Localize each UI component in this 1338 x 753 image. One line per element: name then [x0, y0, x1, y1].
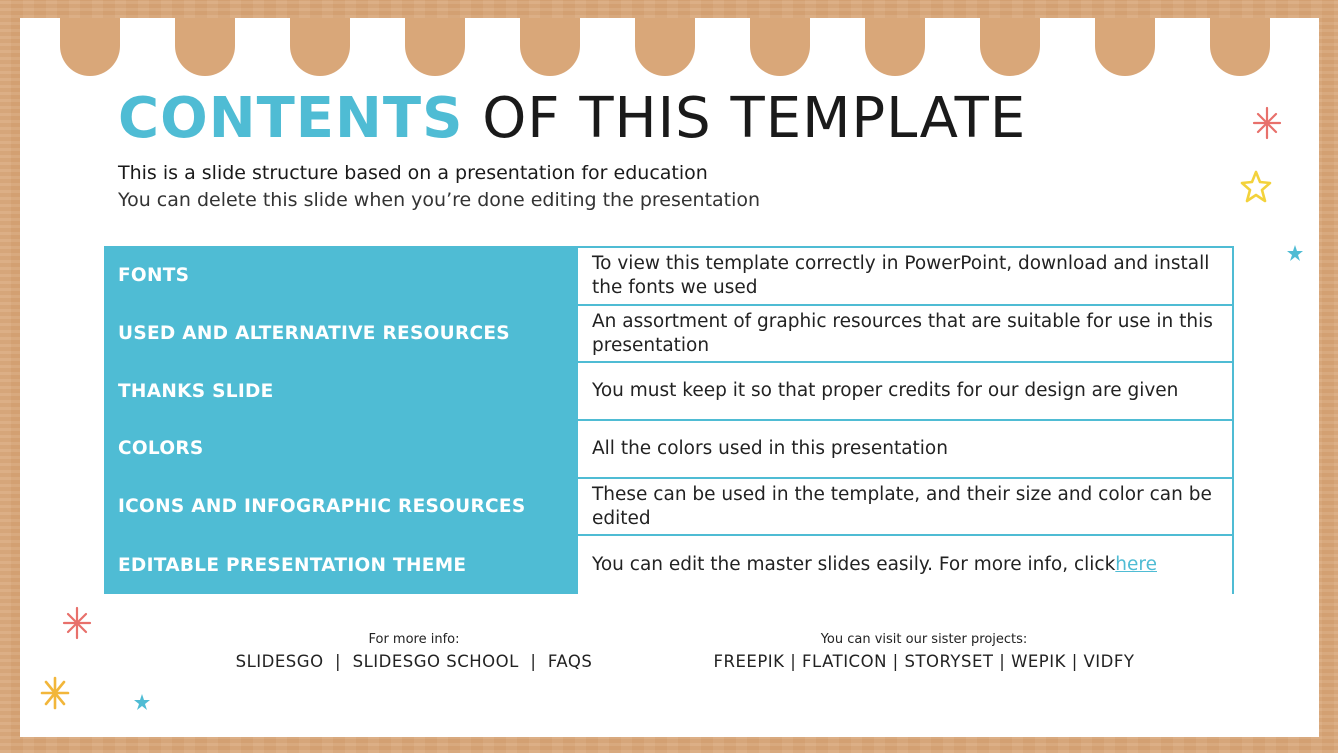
paper-notch	[405, 18, 465, 76]
row-description: An assortment of graphic resources that are suitable for use in this presentation	[578, 306, 1232, 362]
row-label: COLORS	[106, 421, 578, 477]
paper-notch	[635, 18, 695, 76]
page-title	[118, 86, 1026, 152]
table-row	[106, 421, 1232, 479]
star-icon	[1240, 170, 1272, 204]
link-slidesgo-school[interactable]: SLIDESGO SCHOOL	[352, 652, 519, 671]
link-wepik[interactable]: WEPIK	[1011, 652, 1066, 671]
row-label: EDITABLE PRESENTATION THEME	[106, 536, 578, 594]
title-accent: CONTENTS	[118, 86, 464, 151]
separator: |	[1071, 652, 1078, 671]
row-description: To view this template correctly in PowerPoint, download and install the fonts we used	[578, 248, 1232, 304]
separator: |	[999, 652, 1006, 671]
link-storyset[interactable]: STORYSET	[904, 652, 994, 671]
paper-notch	[1210, 18, 1270, 76]
row-description-text: You can edit the master slides easily. For more info, click	[592, 554, 1116, 576]
contents-table	[104, 246, 1234, 594]
subtitle-line-1: This is a slide structure based on a presentation for education	[118, 162, 708, 184]
row-description: These can be used in the template, and their size and color can be edited	[578, 479, 1232, 535]
row-description: You must keep it so that proper credits for our design are given	[578, 363, 1232, 419]
link-flaticon[interactable]: FLATICON	[802, 652, 887, 671]
footer-caption: For more info:	[368, 632, 460, 647]
row-label: USED AND ALTERNATIVE RESOURCES	[106, 306, 578, 362]
paper-notch	[175, 18, 235, 76]
footer-sister-projects	[694, 631, 1154, 675]
footer-links	[694, 649, 1154, 675]
here-link[interactable]: here	[1115, 554, 1157, 576]
row-description	[578, 536, 1232, 594]
table-row	[106, 479, 1232, 537]
row-label: THANKS SLIDE	[106, 363, 578, 419]
sparkle-icon	[1252, 106, 1282, 140]
footer-links	[214, 649, 614, 675]
paper-notch	[520, 18, 580, 76]
subtitle	[118, 160, 760, 214]
separator: |	[892, 652, 899, 671]
paper-notch	[1095, 18, 1155, 76]
footer-more-info	[214, 631, 614, 675]
link-slidesgo[interactable]: SLIDESGO	[235, 652, 324, 671]
row-label: FONTS	[106, 248, 578, 304]
separator: |	[524, 652, 543, 671]
paper-notch	[290, 18, 350, 76]
separator: |	[790, 652, 797, 671]
title-rest: OF THIS TEMPLATE	[463, 86, 1027, 151]
table-row	[106, 306, 1232, 364]
row-label: ICONS AND INFOGRAPHIC RESOURCES	[106, 479, 578, 535]
star-icon	[133, 693, 151, 711]
star-icon	[1286, 244, 1304, 262]
link-vidfy[interactable]: VIDFY	[1083, 652, 1135, 671]
paper-notch	[980, 18, 1040, 76]
subtitle-line-2: You can delete this slide when you’re done editing the presentation	[118, 189, 761, 211]
footer-caption: You can visit our sister projects:	[820, 632, 1028, 647]
row-description: All the colors used in this presentation	[578, 421, 1232, 477]
sparkle-icon	[62, 606, 92, 640]
table-row	[106, 248, 1232, 306]
link-faqs[interactable]: FAQS	[547, 652, 593, 671]
paper-notch	[750, 18, 810, 76]
table-row	[106, 536, 1232, 594]
link-freepik[interactable]: FREEPIK	[713, 652, 785, 671]
separator: |	[329, 652, 347, 671]
table-row	[106, 363, 1232, 421]
sparkle-icon	[40, 676, 70, 710]
paper-notch	[865, 18, 925, 76]
paper-notch	[60, 18, 120, 76]
